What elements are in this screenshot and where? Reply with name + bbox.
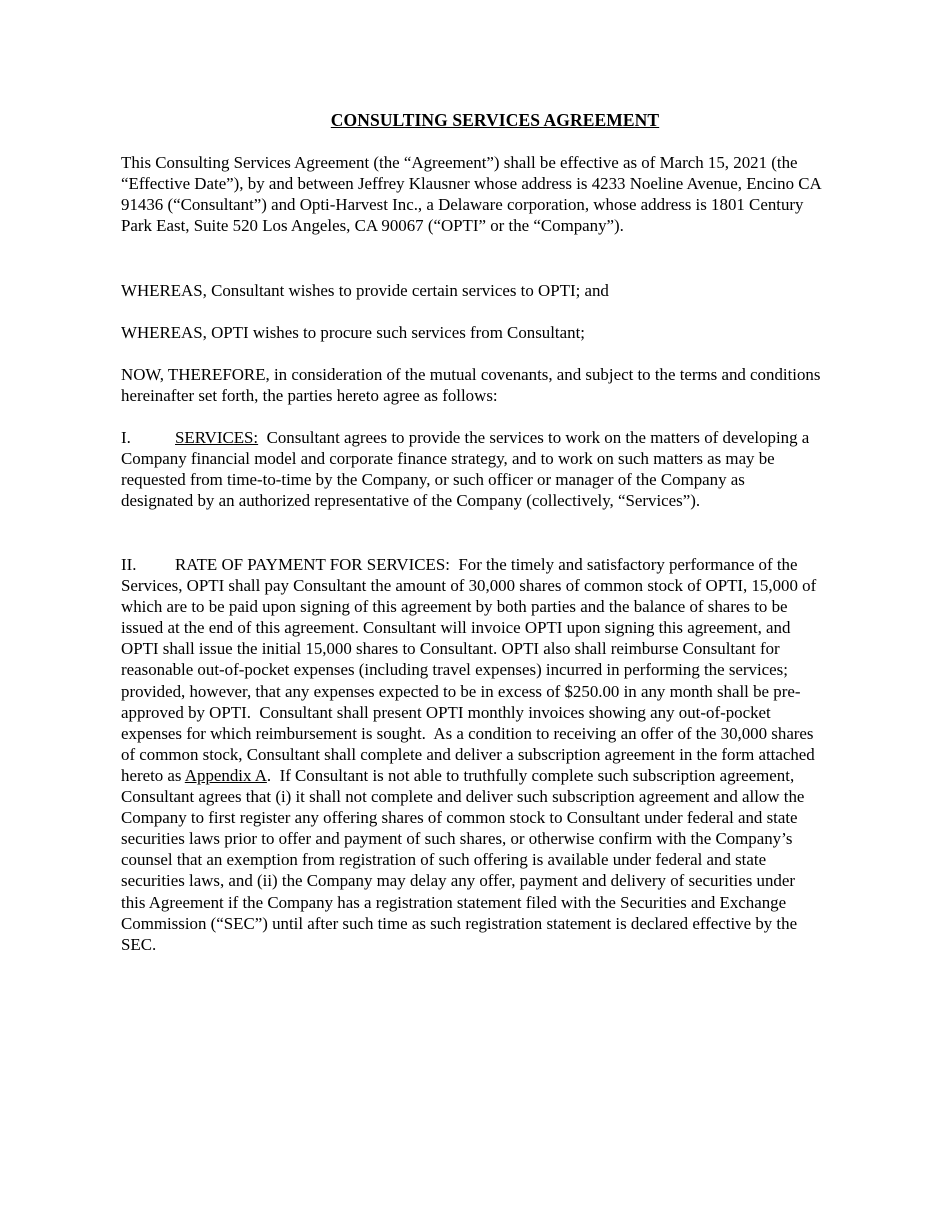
now-therefore-clause: NOW, THEREFORE, in consideration of the mutual covenants, and subject to the terms and conditions hereinafter set forth, the parties hereto agree as follows: xyxy=(121,365,821,406)
whereas-clause-1: WHEREAS, Consultant wishes to provide certain services to OPTI; and xyxy=(121,281,609,300)
document-title: CONSULTING SERVICES AGREEMENT xyxy=(330,110,660,130)
section-text: For the timely and satisfactory performance of the Services, OPTI shall pay Consultant the amount of 30,000 shares of common stock of OPTI, 15,000 of which are to be paid upon signing of this agreement by both parties and the balance of shares to be issued at the end of this agreement. Consultant will invoice OPTI upon signing this agreement, and OPTI shall issue the initial 15,000 shares to Consultant. OPTI also shall reimburse Consultant for reasonable out-of-pocket expenses (including travel expenses) incurred in performing the services; provided, however, that any expenses expected to be in excess of $250.00 in any month shall be pre-approved by OPTI. Consultant shall present OPTI monthly invoices showing any out-of-pocket expenses for which reimbursement is sought. As a condition to receiving an offer of the 30,000 shares of common stock, Consultant shall complete and deliver a subscription agreement in the form attached hereto as xyxy=(121,555,821,785)
section-services xyxy=(121,427,821,511)
appendix-reference: Appendix A xyxy=(184,765,267,785)
section-rate-of-payment xyxy=(121,554,821,955)
intro-paragraph: This Consulting Services Agreement (the “Agreement”) shall be effective as of March 15, 2021 (the “Effective Date”), by and between Jeffrey Klausner whose address is 4233 Noeline Avenue, Encino CA 91436 (“Consultant”) and Opti-Harvest Inc., a Delaware corporation, whose address is 1801 Century Park East, Suite 520 Los Angeles, CA 90067 (“OPTI” or the “Company”). xyxy=(121,153,821,236)
section-number: II. xyxy=(121,555,137,574)
section-text-continued: . If Consultant is not able to truthfully complete such subscription agreement, Consultant agrees that (i) it shall not complete and deliver such subscription agreement and allow the Company to first register any offering shares of common stock to Consultant under federal and state securities laws prior to offer and payment of such shares, or otherwise confirm with the Company’s counsel that an exemption from registration of such offering is available under federal and state securities laws, and (ii) the Company may delay any offer, payment and delivery of securities under this Agreement if the Company has a registration statement filed with the Securities and Exchange Commission (“SEC”) until after such time as such registration statement is declared effective by the SEC. xyxy=(121,765,809,954)
section-heading: SERVICES: xyxy=(175,428,259,447)
section-heading: RATE OF PAYMENT FOR SERVICES: xyxy=(175,555,450,574)
section-number: I. xyxy=(121,428,131,447)
whereas-clause-2: WHEREAS, OPTI wishes to procure such services from Consultant; xyxy=(121,323,585,342)
section-text: Consultant agrees to provide the services to work on the matters of developing a Company financial model and corporate finance strategy, and to work on such matters as may be requested from time-to-time by the Company, or such officer or manager of the Company as designated by an authorized representative of the Company (collectively, “Services”). xyxy=(121,428,814,511)
